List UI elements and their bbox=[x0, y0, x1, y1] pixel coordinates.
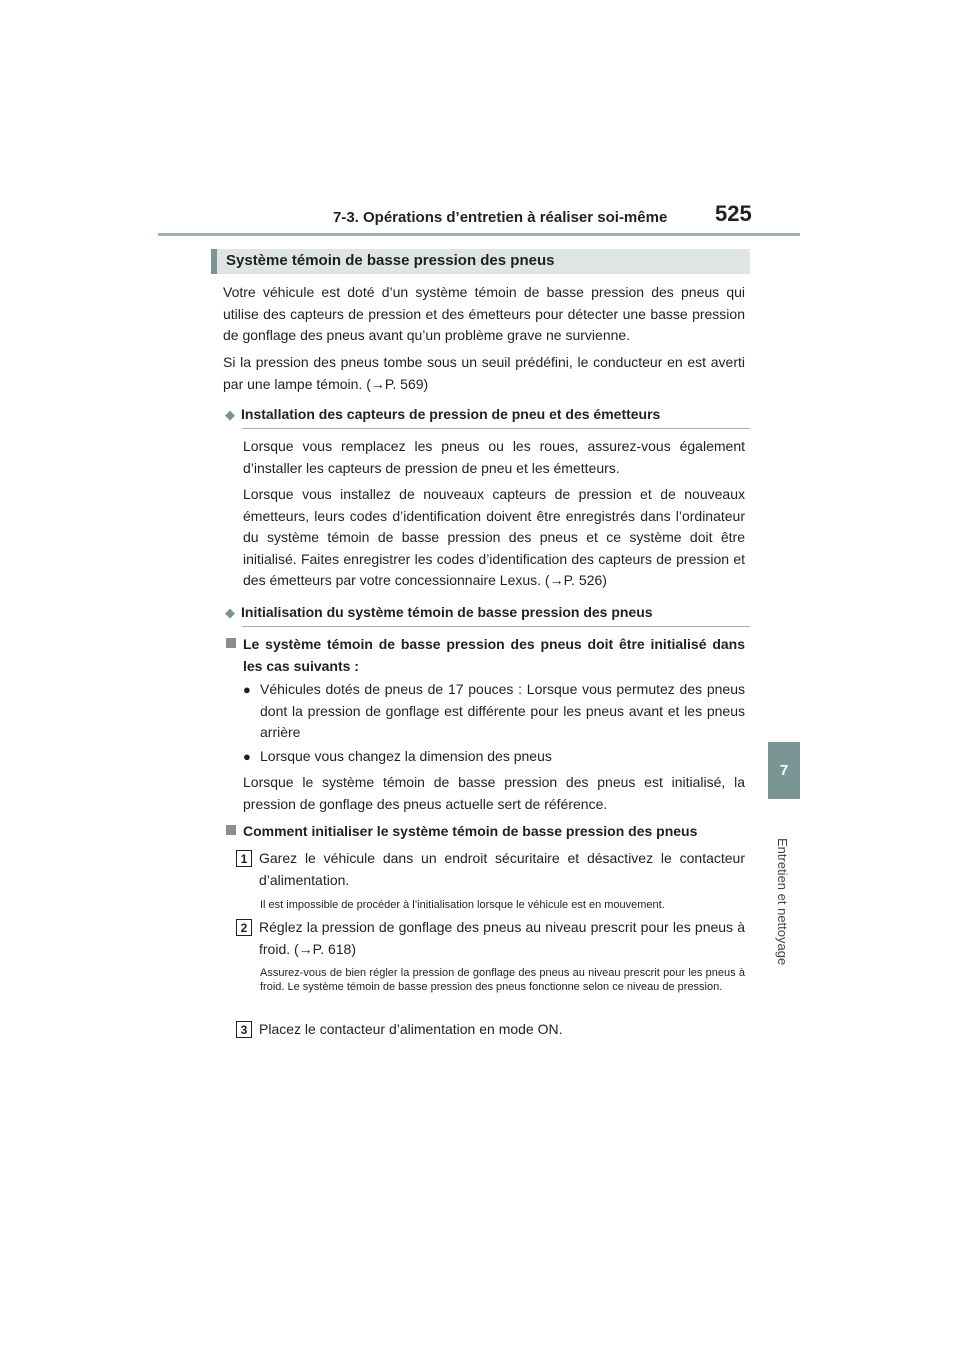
initialisation-subtitle bbox=[225, 604, 653, 621]
section-header bbox=[211, 249, 750, 274]
intro-paragraph-1: Votre véhicule est doté d’un système témoin de basse pression des pneus qui utilise des capteurs de pression et des émetteurs pour détecter une basse pression de gonflage des pneus avant qu’un problème grave ne survienne. bbox=[223, 284, 745, 343]
chapter-title: 7-3. Opérations d’entretien à réaliser soi-même bbox=[333, 209, 668, 226]
case-item bbox=[243, 679, 745, 744]
round-bullet-icon: ● bbox=[243, 682, 251, 697]
diamond-icon: ◆ bbox=[225, 605, 235, 620]
step-number: 1 bbox=[236, 850, 252, 867]
step-note: Assurez-vous de bien régler la pression de gonflage des pneus au niveau prescrit pour les pneus à froid. Le système témoin de basse pression des pneus fonctionne selon ce niveau de pression. bbox=[260, 967, 745, 993]
chapter-side-label: Entretien et nettoyage bbox=[775, 838, 790, 966]
header-rule bbox=[158, 233, 800, 236]
how-to-heading-text: Comment initialiser le système témoin de basse pression des pneus bbox=[243, 823, 698, 839]
square-bullet-icon bbox=[226, 638, 236, 648]
intro-paragraph-2: Si la pression des pneus tombe sous un seuil prédéfini, le conducteur en est averti par une lampe témoin. (→P. 569) bbox=[223, 354, 745, 392]
reference-paragraph: Lorsque le système témoin de basse pression des pneus est initialisé, la pression de gonflage des pneus actuelle sert de référence. bbox=[243, 774, 745, 812]
step-text: Garez le véhicule dans un endroit sécuritaire et désactivez le contacteur d’alimentation. bbox=[259, 850, 745, 888]
installation-subtitle-text: Installation des capteurs de pression de pneu et des émetteurs bbox=[241, 406, 661, 422]
diamond-icon: ◆ bbox=[225, 407, 235, 422]
case-item bbox=[243, 746, 745, 768]
cases-heading bbox=[225, 634, 745, 677]
step-number: 3 bbox=[236, 1021, 252, 1038]
initialisation-subtitle-text: Initialisation du système témoin de basse pression des pneus bbox=[241, 604, 653, 620]
chapter-tab: 7 bbox=[768, 742, 800, 799]
step-text: Réglez la pression de gonflage des pneus au niveau prescrit pour les pneus à froid. (→P. 618) bbox=[259, 919, 745, 957]
section-title: Système témoin de basse pression des pneus bbox=[226, 252, 555, 269]
initialisation-subtitle-rule bbox=[242, 626, 750, 627]
installation-subtitle-rule bbox=[242, 428, 750, 429]
round-bullet-icon: ● bbox=[243, 749, 251, 764]
step-note: Il est impossible de procéder à l’initialisation lorsque le véhicule est en mouvement. bbox=[260, 899, 665, 911]
installation-paragraph-2: Lorsque vous installez de nouveaux capteurs de pression et de nouveaux émetteurs, leurs codes d’identification doivent être enregistrés dans l’ordinateur du système témoin de basse pression des pneus et ce système doit être initialisé. Faites enregistrer les codes d’identification des capteurs de pression et des émetteurs par votre concessionnaire Lexus. (→P. 526) bbox=[243, 486, 745, 588]
how-to-heading bbox=[225, 821, 745, 843]
case-item-text: Lorsque vous changez la dimension des pneus bbox=[260, 748, 552, 764]
cases-heading-text: Le système témoin de basse pression des pneus doit être initialisé dans les cas suivants : bbox=[243, 636, 745, 674]
installation-subtitle bbox=[225, 406, 660, 423]
installation-paragraph-1: Lorsque vous remplacez les pneus ou les roues, assurez-vous également d’installer les capteurs de pression de pneu et les émetteurs. bbox=[243, 438, 745, 476]
step-number: 2 bbox=[236, 919, 252, 936]
square-bullet-icon bbox=[226, 825, 236, 835]
case-item-text: Véhicules dotés de pneus de 17 pouces : Lorsque vous permutez des pneus dont la pression de gonflage est différente pour les pneus avant et les pneus arrière bbox=[260, 681, 745, 740]
chapter-side-label-wrapper bbox=[775, 838, 791, 966]
page-number: 525 bbox=[715, 201, 752, 226]
step-text: Placez le contacteur d’alimentation en mode ON. bbox=[259, 1021, 563, 1037]
